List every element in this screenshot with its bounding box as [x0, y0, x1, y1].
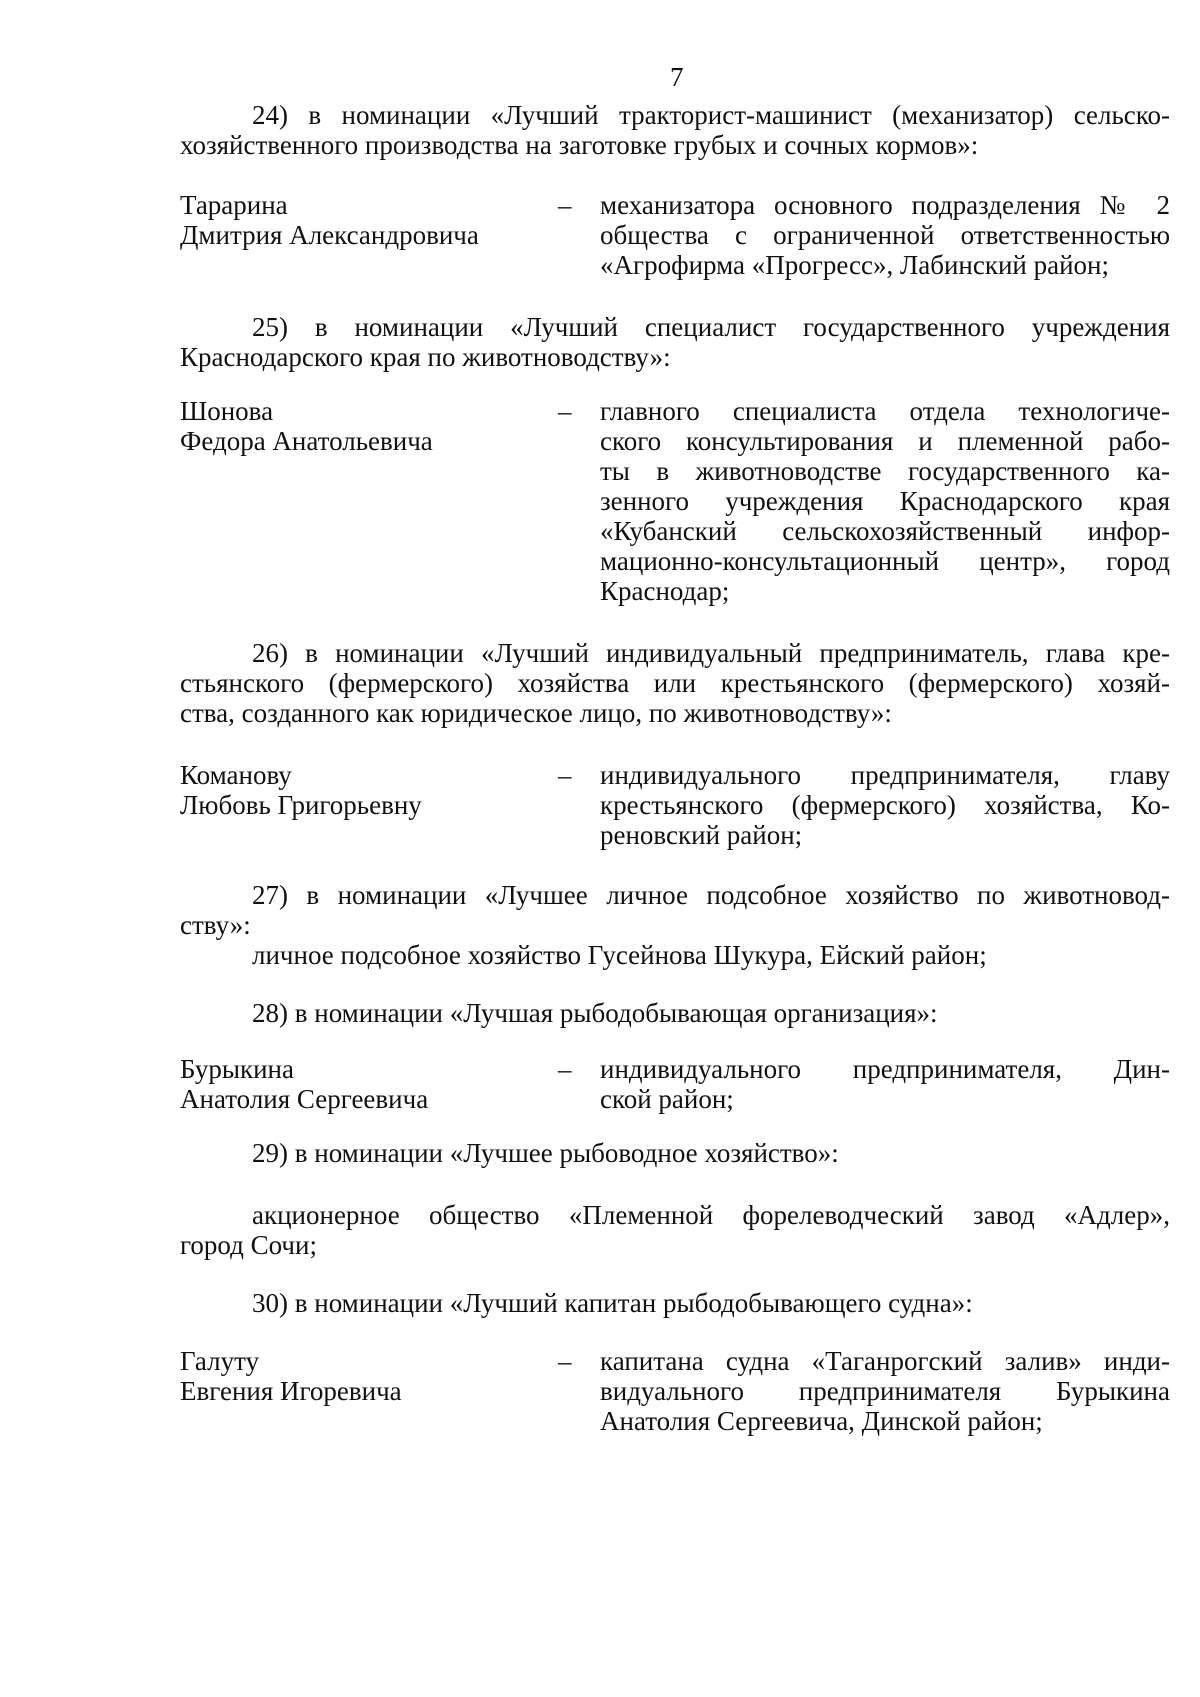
dash: –	[558, 396, 572, 426]
nomination-24-heading: 24) в номинации «Лучший тракторист-машинист (механизатор) сельско- хозяйственного производства на заготовке грубых и сочных кормов»:	[180, 100, 1170, 160]
dash: –	[558, 190, 572, 220]
nomination-26-heading: 26) в номинации «Лучший индивидуальный предприниматель, глава кре- стьянского (фермерского) хозяйства или крестьянского (фермерского) хозяй- ства, созданного как юридическое лицо, по животноводству»:	[180, 638, 1170, 728]
nomination-25-heading: 25) в номинации «Лучший специалист государственного учреждения Краснодарского края по животноводству»:	[180, 312, 1170, 372]
nomination-29-awardee: акционерное общество «Племенной форелеводческий завод «Адлер», город Сочи;	[180, 1200, 1170, 1260]
awardee-name: Шонова Федора Анатольевича	[180, 396, 433, 456]
nomination-27-heading: 27) в номинации «Лучшее личное подсобное хозяйство по животновод- ству»:	[180, 880, 1170, 940]
awardee-name: Бурыкина Анатолия Сергеевича	[180, 1054, 429, 1114]
awardee-description: капитана судна «Таганрогский залив» инди- видуального предпринимателя Бурыкина Анатолия Сергеевича, Динской район;	[600, 1346, 1170, 1436]
awardee-description: механизатора основного подразделения № 2 общества с ограниченной ответственностью «Агрофирма «Прогресс», Лабинский район;	[600, 190, 1170, 280]
awardee-name: Команову Любовь Григорьевну	[180, 760, 422, 820]
nomination-27-awardee: личное подсобное хозяйство Гусейнова Шукура, Ейский район;	[252, 940, 987, 970]
nomination-30-heading: 30) в номинации «Лучший капитан рыбодобывающего судна»:	[252, 1288, 973, 1318]
awardee-description: главного специалиста отдела технологиче- ского консультирования и племенной рабо- ты в животноводстве государственного ка- зенного учреждения Краснодарского края «Кубанский сельскохозяйственный инфор- мационно-консультационный центр», город Краснодар;	[600, 396, 1170, 606]
dash: –	[558, 760, 572, 790]
dash: –	[558, 1346, 572, 1376]
awardee-description: индивидуального предпринимателя, Дин- ской район;	[600, 1054, 1170, 1114]
awardee-description: индивидуального предпринимателя, главу крестьянского (фермерского) хозяйства, Ко- реновский район;	[600, 760, 1170, 850]
nomination-28-heading: 28) в номинации «Лучшая рыбодобывающая организация»:	[252, 998, 938, 1028]
awardee-name: Тарарина Дмитрия Александровича	[180, 190, 479, 250]
dash: –	[558, 1054, 572, 1084]
awardee-name: Галуту Евгения Игоревича	[180, 1346, 402, 1406]
nomination-29-heading: 29) в номинации «Лучшее рыбоводное хозяйство»:	[252, 1138, 839, 1168]
